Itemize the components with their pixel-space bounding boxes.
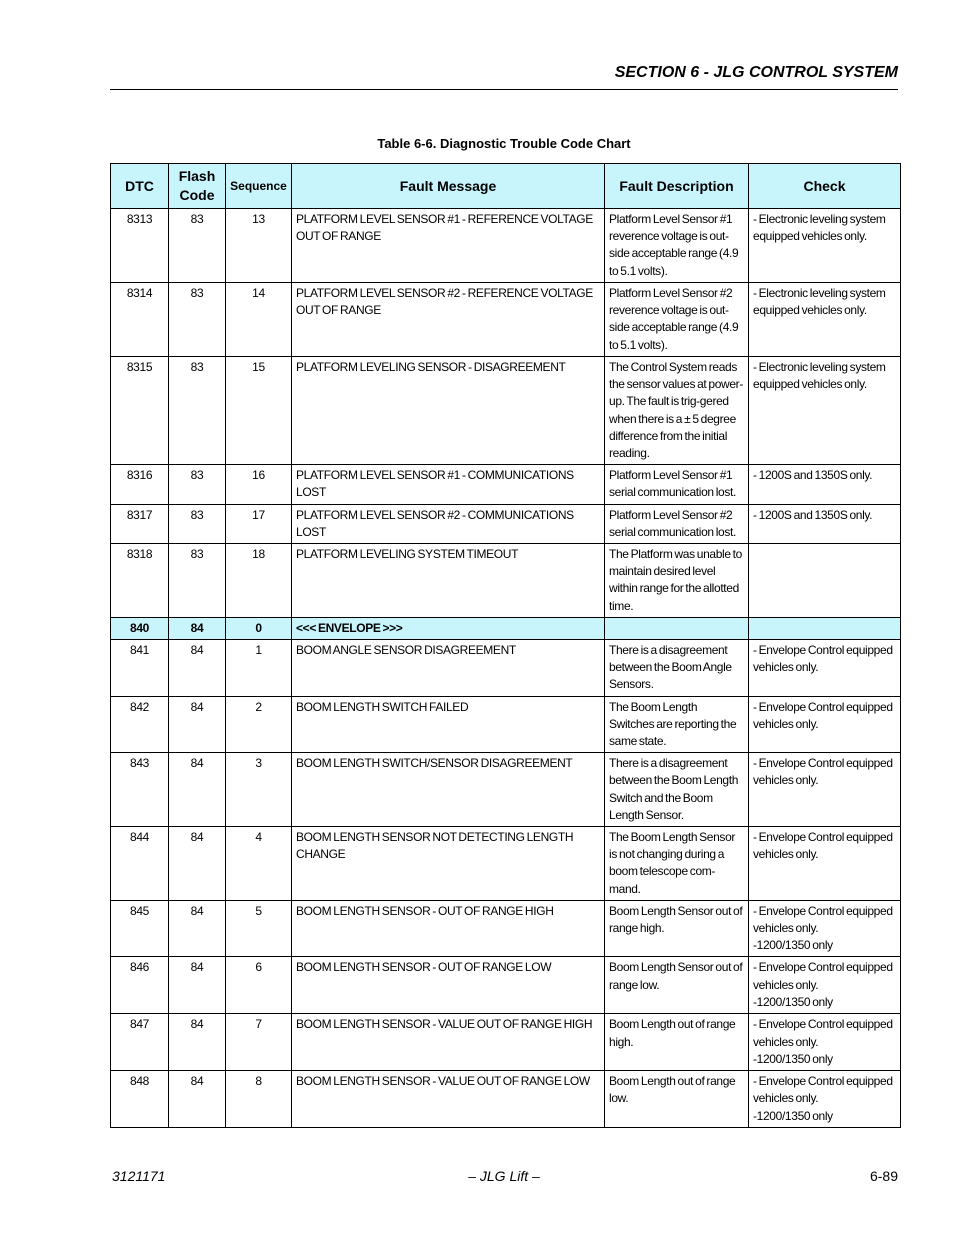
cell-check: - Envelope Control equipped vehicles only. -1200/1350 only — [749, 900, 901, 957]
cell-dtc: 8317 — [111, 504, 169, 543]
cell-sequence: 8 — [226, 1071, 292, 1128]
cell-sequence: 5 — [226, 900, 292, 957]
cell-check: - Envelope Control equipped vehicles only. — [749, 640, 901, 697]
cell-check: - Electronic leveling system equipped vehicles only. — [749, 283, 901, 357]
col-header-dtc: DTC — [111, 164, 169, 209]
cell-sequence: 3 — [226, 753, 292, 827]
cell-check: - 1200S and 1350S only. — [749, 465, 901, 504]
cell-dtc: 8316 — [111, 465, 169, 504]
cell-flash-code: 84 — [169, 640, 226, 697]
table-row — [111, 283, 901, 357]
cell-dtc: 841 — [111, 640, 169, 697]
cell-check: - Envelope Control equipped vehicles only. -1200/1350 only — [749, 1014, 901, 1071]
cell-dtc: 845 — [111, 900, 169, 957]
cell-flash-code: 84 — [169, 618, 226, 640]
cell-sequence: 4 — [226, 827, 292, 901]
cell-check: - 1200S and 1350S only. — [749, 504, 901, 543]
table-group-row — [111, 618, 901, 640]
cell-fault-message: BOOM LENGTH SENSOR - OUT OF RANGE HIGH — [292, 900, 605, 957]
cell-fault-message: BOOM ANGLE SENSOR DISAGREEMENT — [292, 640, 605, 697]
cell-fault-message: BOOM LENGTH SWITCH FAILED — [292, 696, 605, 753]
col-header-sequence: Sequence — [226, 164, 292, 209]
cell-fault-message: BOOM LENGTH SENSOR - VALUE OUT OF RANGE LOW — [292, 1071, 605, 1128]
cell-check: - Envelope Control equipped vehicles only. — [749, 827, 901, 901]
cell-flash-code: 84 — [169, 957, 226, 1014]
table-row — [111, 1071, 901, 1128]
table-body — [111, 209, 901, 1128]
cell-dtc: 847 — [111, 1014, 169, 1071]
table-row — [111, 465, 901, 504]
cell-flash-code: 83 — [169, 209, 226, 283]
cell-fault-description: The Boom Length Sensor is not changing during a boom telescope com-mand. — [605, 827, 749, 901]
cell-fault-description: Boom Length Sensor out of range high. — [605, 900, 749, 957]
cell-flash-code: 84 — [169, 900, 226, 957]
cell-sequence: 13 — [226, 209, 292, 283]
cell-check: - Envelope Control equipped vehicles only. -1200/1350 only — [749, 1071, 901, 1128]
cell-dtc: 8314 — [111, 283, 169, 357]
cell-dtc: 842 — [111, 696, 169, 753]
cell-sequence: 1 — [226, 640, 292, 697]
cell-sequence: 17 — [226, 504, 292, 543]
cell-fault-description: Boom Length out of range high. — [605, 1014, 749, 1071]
cell-flash-code: 84 — [169, 1071, 226, 1128]
cell-fault-description: Platform Level Sensor #2 reverence voltage is out-side acceptable range (4.9 to 5.1 volts). — [605, 283, 749, 357]
cell-fault-message: PLATFORM LEVEL SENSOR #1 - REFERENCE VOLTAGE OUT OF RANGE — [292, 209, 605, 283]
cell-dtc: 8318 — [111, 544, 169, 618]
cell-sequence: 18 — [226, 544, 292, 618]
cell-fault-description — [605, 618, 749, 640]
table-row — [111, 696, 901, 753]
cell-fault-description: Boom Length Sensor out of range low. — [605, 957, 749, 1014]
cell-flash-code: 84 — [169, 753, 226, 827]
cell-check: - Envelope Control equipped vehicles only. -1200/1350 only — [749, 957, 901, 1014]
cell-sequence: 14 — [226, 283, 292, 357]
col-header-fault-description: Fault Description — [605, 164, 749, 209]
cell-fault-description: The Control System reads the sensor values at power-up. The fault is trig-gered when there is a ± 5 degree difference from the initial reading. — [605, 357, 749, 465]
table-row — [111, 544, 901, 618]
cell-flash-code: 83 — [169, 283, 226, 357]
cell-sequence: 6 — [226, 957, 292, 1014]
col-header-fault-message: Fault Message — [292, 164, 605, 209]
cell-fault-message: PLATFORM LEVEL SENSOR #1 - COMMUNICATIONS LOST — [292, 465, 605, 504]
cell-fault-message: PLATFORM LEVEL SENSOR #2 - REFERENCE VOLTAGE OUT OF RANGE — [292, 283, 605, 357]
table-row — [111, 827, 901, 901]
cell-fault-message: BOOM LENGTH SWITCH/SENSOR DISAGREEMENT — [292, 753, 605, 827]
cell-sequence: 7 — [226, 1014, 292, 1071]
table-header-row — [111, 164, 901, 209]
publisher: – JLG Lift – — [468, 1168, 540, 1184]
cell-fault-description: The Boom Length Switches are reporting the same state. — [605, 696, 749, 753]
cell-sequence: 0 — [226, 618, 292, 640]
dtc-table — [110, 163, 901, 1128]
cell-flash-code: 83 — [169, 465, 226, 504]
cell-check: - Envelope Control equipped vehicles only. — [749, 696, 901, 753]
cell-fault-description: Boom Length out of range low. — [605, 1071, 749, 1128]
cell-dtc: 840 — [111, 618, 169, 640]
cell-fault-message: PLATFORM LEVELING SYSTEM TIMEOUT — [292, 544, 605, 618]
cell-flash-code: 83 — [169, 357, 226, 465]
table-row — [111, 957, 901, 1014]
cell-dtc: 8315 — [111, 357, 169, 465]
cell-dtc: 844 — [111, 827, 169, 901]
header-rule — [110, 89, 898, 90]
cell-fault-description: Platform Level Sensor #1 reverence voltage is out-side acceptable range (4.9 to 5.1 volts). — [605, 209, 749, 283]
cell-dtc: 846 — [111, 957, 169, 1014]
cell-fault-description: Platform Level Sensor #2 serial communication lost. — [605, 504, 749, 543]
table-row — [111, 504, 901, 543]
cell-fault-description: There is a disagreement between the Boom Length Switch and the Boom Length Sensor. — [605, 753, 749, 827]
cell-fault-description: Platform Level Sensor #1 serial communication lost. — [605, 465, 749, 504]
table-row — [111, 753, 901, 827]
cell-fault-message: PLATFORM LEVEL SENSOR #2 - COMMUNICATIONS LOST — [292, 504, 605, 543]
table-row — [111, 209, 901, 283]
col-header-check: Check — [749, 164, 901, 209]
cell-fault-message: BOOM LENGTH SENSOR NOT DETECTING LENGTH CHANGE — [292, 827, 605, 901]
table-title: Table 6-6. Diagnostic Trouble Code Chart — [377, 136, 631, 151]
cell-sequence: 16 — [226, 465, 292, 504]
cell-flash-code: 83 — [169, 504, 226, 543]
cell-dtc: 8313 — [111, 209, 169, 283]
cell-flash-code: 84 — [169, 827, 226, 901]
cell-sequence: 15 — [226, 357, 292, 465]
cell-fault-description: There is a disagreement between the Boom Angle Sensors. — [605, 640, 749, 697]
cell-sequence: 2 — [226, 696, 292, 753]
cell-check — [749, 544, 901, 618]
cell-check: - Electronic leveling system equipped vehicles only. — [749, 357, 901, 465]
cell-flash-code: 84 — [169, 696, 226, 753]
doc-number: 3121171 — [112, 1168, 166, 1184]
cell-fault-message: BOOM LENGTH SENSOR - OUT OF RANGE LOW — [292, 957, 605, 1014]
cell-fault-message: <<< ENVELOPE >>> — [292, 618, 605, 640]
cell-fault-description: The Platform was unable to maintain desired level within range for the allotted time. — [605, 544, 749, 618]
table-row — [111, 1014, 901, 1071]
section-header: SECTION 6 - JLG CONTROL SYSTEM — [614, 64, 898, 81]
cell-flash-code: 84 — [169, 1014, 226, 1071]
cell-check: - Electronic leveling system equipped vehicles only. — [749, 209, 901, 283]
page-number: 6-89 — [869, 1168, 898, 1184]
cell-flash-code: 83 — [169, 544, 226, 618]
cell-fault-message: PLATFORM LEVELING SENSOR - DISAGREEMENT — [292, 357, 605, 465]
cell-fault-message: BOOM LENGTH SENSOR - VALUE OUT OF RANGE HIGH — [292, 1014, 605, 1071]
table-row — [111, 640, 901, 697]
cell-check — [749, 618, 901, 640]
cell-dtc: 848 — [111, 1071, 169, 1128]
cell-dtc: 843 — [111, 753, 169, 827]
table-row — [111, 357, 901, 465]
table-row — [111, 900, 901, 957]
col-header-flash-code: Flash Code — [169, 164, 226, 209]
cell-check: - Envelope Control equipped vehicles only. — [749, 753, 901, 827]
